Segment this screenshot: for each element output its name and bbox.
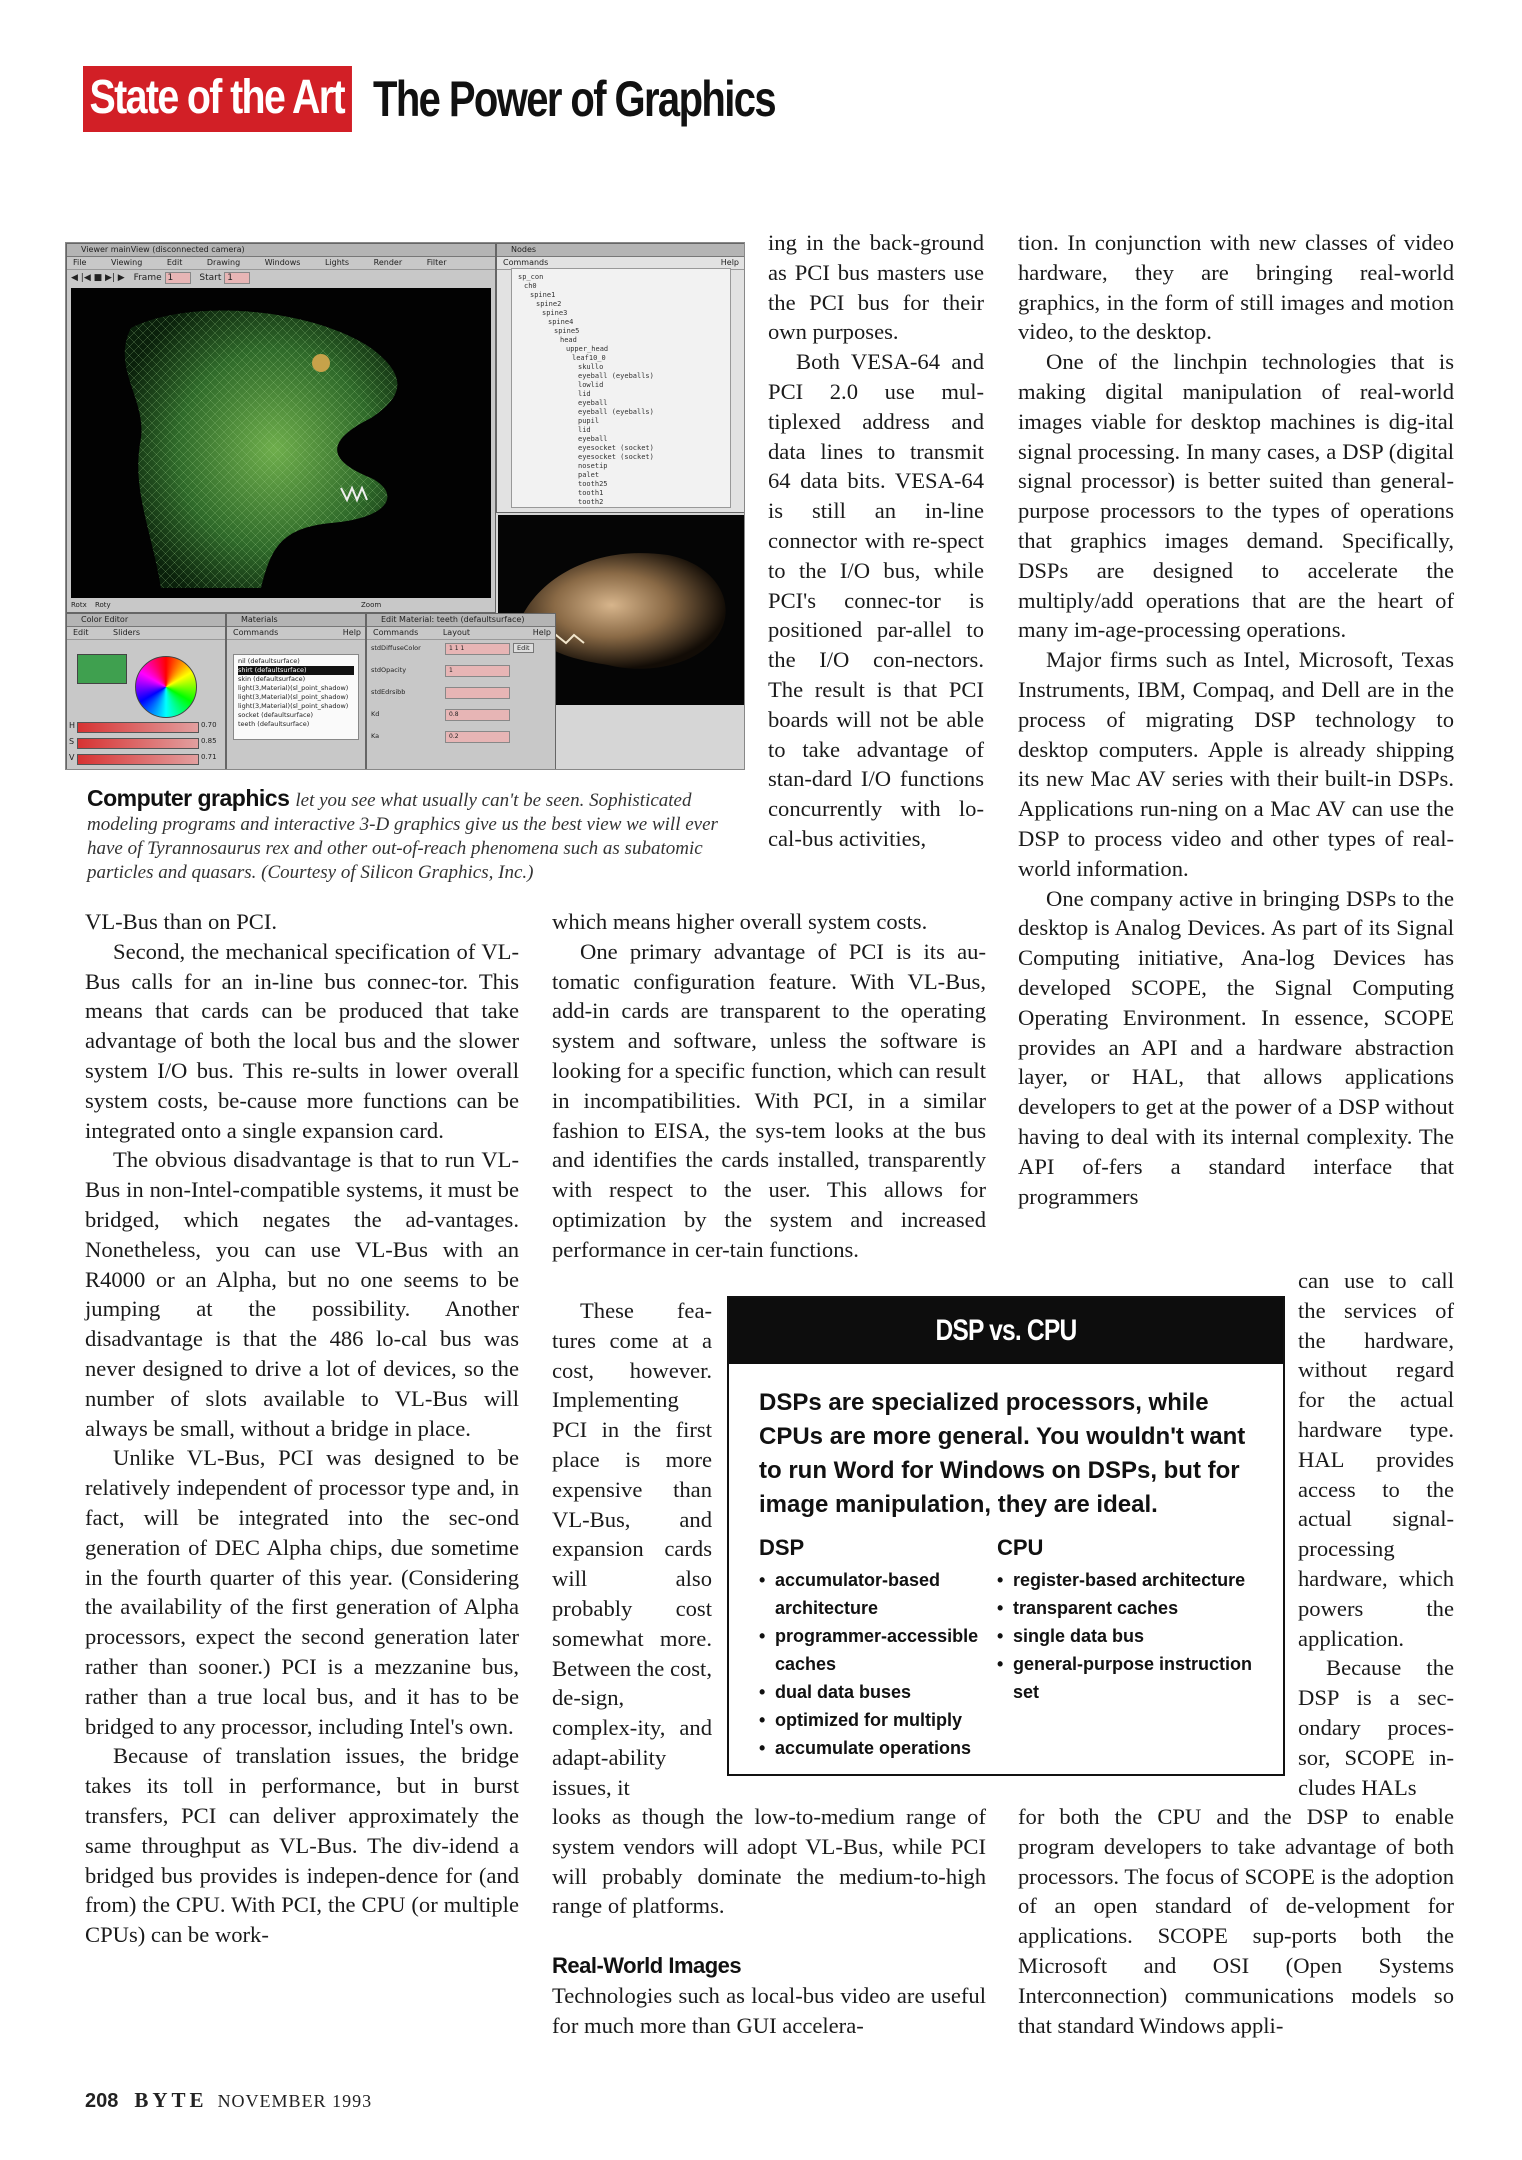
list-item: • single data bus <box>997 1622 1267 1650</box>
paragraph: Second, the mechanical specification of VL-Bus calls for an in-line bus connec-tor. This means that cards can be produced that take advantage of both the local bus and the slower system I/O bus. This re-sults in lower overall system costs, be-cause more functions can be integrated onto a single expansion card. <box>85 938 519 1143</box>
tree-node[interactable]: palet <box>578 471 600 479</box>
tree-node[interactable]: pupil <box>578 417 600 425</box>
cpu-list <box>997 1566 1267 1706</box>
menu-item[interactable]: Edit <box>166 258 183 267</box>
menu-item[interactable]: File <box>73 258 87 267</box>
s-slider[interactable] <box>77 738 199 749</box>
list-item: • programmer-accessible caches <box>759 1622 997 1678</box>
paragraph: These fea-tures come at a cost, however. Implementing PCI in the first place is more expensive than VL-Bus, and expansion cards will also probably cost somewhat more. Between the cost, de-sign, complex-ity, and adapt-ability issues, it <box>552 1298 712 1800</box>
column-middle <box>552 907 986 1265</box>
paragraph: can use to call the services of the hardware, without regard for the actual hardware type. HAL provides access to the actual signal-processing hardware, which powers the application. <box>1298 1268 1454 1651</box>
menu-item[interactable]: Sliders <box>113 628 141 637</box>
menu-item[interactable]: Help <box>342 628 361 637</box>
edit-button[interactable]: Edit <box>513 643 534 653</box>
field-label: stdDiffuseColor <box>371 644 421 652</box>
paragraph: looks as though the low-to-medium range of system vendors will adopt VL-Bus, while PCI will probably dominate the medium-to-high range of platforms. <box>552 1804 986 1919</box>
menu-item[interactable]: Commands <box>233 628 279 637</box>
paragraph: for both the CPU and the DSP to enable program developers to take advantage of both processors. The focus of SCOPE is the adoption of an open standard of de-velopment for applications. SCOPE sup-ports both the Microsoft and OSI (Open Systems Interconnection) communications models so that standard Windows appli- <box>1018 1804 1454 2038</box>
tree-node[interactable]: sp_con <box>518 273 544 281</box>
node-tree[interactable] <box>511 268 731 508</box>
tree-node[interactable]: upper_head <box>566 345 609 353</box>
menu-item[interactable]: Lights <box>324 258 350 267</box>
menu-item[interactable]: Commands <box>503 258 549 267</box>
menu-item[interactable]: Filter <box>426 258 447 267</box>
list-item[interactable]: light(3,Material)(sl_point_shadow) <box>238 702 349 710</box>
tree-node[interactable]: nosetip <box>578 462 608 470</box>
field-label: stdEdrsibb <box>371 688 406 696</box>
tree-node[interactable]: spine1 <box>530 291 556 299</box>
color-editor-titlebar: Color Editor <box>67 614 225 627</box>
tree-node[interactable]: lowlid <box>578 381 604 389</box>
column-right <box>1018 228 1454 1211</box>
zoom-label: Zoom <box>361 601 382 609</box>
field-row <box>371 732 379 740</box>
paragraph: One company active in bringing DSPs to the desktop is Analog Devices. As part of its Signal Computing initiative, Ana-log Devices has developed SCOPE, the Signal Computing Operating Environment. In essence, SCOPE provides an API and a hardware abstraction layer, or HAL, that allows applications developers to get at the power of a DSP without having to deal with its internal complexity. The API of-fers a standard interface that programmers <box>1018 885 1454 1209</box>
column-right-narrow <box>1298 1266 1454 1802</box>
viewer-menubar <box>67 257 495 270</box>
color-editor-menubar <box>67 627 225 640</box>
h-value[interactable]: 0.70 <box>201 721 217 729</box>
tree-node[interactable]: leaf10_0 <box>572 354 606 362</box>
v-label: V <box>69 753 75 762</box>
v-value[interactable]: 0.71 <box>201 753 217 761</box>
column-right-bottom <box>1018 1802 1454 2040</box>
list-item[interactable]: socket (defaultsurface) <box>238 711 314 719</box>
tree-node[interactable]: eyesocket (socket) <box>578 444 654 452</box>
menu-item[interactable]: Render <box>373 258 403 267</box>
section-banner <box>83 64 776 134</box>
page-title: The Power of Graphics <box>373 71 776 127</box>
paragraph: VL-Bus than on PCI. <box>85 909 278 934</box>
field-label: Ka <box>371 732 380 740</box>
list-item: • accumulate operations <box>759 1734 997 1762</box>
color-wheel[interactable] <box>135 656 197 718</box>
viewer-window <box>66 243 496 613</box>
issue-date: NOVEMBER 1993 <box>217 2091 373 2111</box>
list-item: • optimized for multiply <box>759 1706 997 1734</box>
page-footer <box>85 2088 372 2113</box>
field-label: stdOpacity <box>371 666 407 674</box>
menu-item[interactable]: Help <box>532 628 551 637</box>
tree-node[interactable]: head <box>560 336 577 344</box>
tree-node[interactable]: tooth25 <box>578 480 608 488</box>
paragraph: ing in the back-ground as PCI bus masters use the PCI bus for their own purposes. <box>768 230 984 345</box>
list-item[interactable]: light(3,Material)(sl_point_shadow) <box>238 693 349 701</box>
column-middle-narrow <box>552 1296 712 1803</box>
start-field[interactable]: 1 <box>224 272 250 284</box>
list-item: • accumulator-based architecture <box>759 1566 997 1622</box>
tree-node[interactable]: spine4 <box>548 318 574 326</box>
field-value[interactable]: 0.2 <box>445 731 510 743</box>
nodes-window <box>496 243 745 513</box>
menu-item[interactable]: Help <box>720 258 739 267</box>
list-item: • general-purpose instruction set <box>997 1650 1267 1706</box>
paragraph: The obvious disadvantage is that to run VL-Bus in non-Intel-compatible systems, it must be bridged, which negates the ad-vantages. Nonetheless, you can use VL-Bus with an R4000 or an Alpha, but no one seems to be jumping at the possibility. Another disadvantage is that the 486 lo-cal bus was never designed to drive a lot of devices, so the number of slots available to VL-Bus will always be small, without a bridge in place. <box>85 1147 519 1441</box>
frame-field[interactable]: 1 <box>165 272 191 284</box>
rotx-label: Rotx <box>71 601 87 609</box>
tree-node[interactable]: eyeball (eyeballs) <box>578 372 654 380</box>
column-middle-bottom <box>552 1802 986 2041</box>
s-value[interactable]: 0.85 <box>201 737 217 745</box>
color-editor-window <box>66 613 226 770</box>
paragraph: One of the linchpin technologies that is making digital manipulation of real-world images viable for desktop machines is dig-ital signal processing. In many cases, a DSP (digital signal processor) is better suited than general-purpose processors to the types of operations that graphics images demand. Specifically, DSPs are designed to accelerate the multiply/add operations that are the heart of many im-age-processing operations. <box>1018 349 1454 643</box>
materials-titlebar: Materials <box>227 614 365 627</box>
section-label: State of the Art <box>83 66 352 132</box>
tree-node[interactable]: spine2 <box>536 300 562 308</box>
materials-list[interactable] <box>233 654 359 740</box>
viewer-titlebar: Viewer mainView (disconnected camera) <box>67 244 495 257</box>
field-label: Kd <box>371 710 380 718</box>
menu-item[interactable]: Layout <box>442 628 471 637</box>
tree-node[interactable]: spine5 <box>554 327 580 335</box>
paragraph: which means higher overall system costs. <box>552 909 928 934</box>
h-label: H <box>69 721 76 730</box>
sidebar-title-bar <box>729 1298 1283 1364</box>
tree-node[interactable]: eyesocket (socket) <box>578 453 654 461</box>
menu-item[interactable]: Windows <box>264 258 301 267</box>
cpu-heading: CPU <box>997 1535 1044 1560</box>
list-item[interactable]: teeth (defaultsurface) <box>238 720 310 728</box>
field-row <box>371 688 405 696</box>
tree-node[interactable]: eyeball (eyeballs) <box>578 408 654 416</box>
column-left <box>85 907 519 1950</box>
menu-item[interactable]: Edit <box>73 628 89 637</box>
materials-menubar <box>227 627 365 640</box>
list-item: • dual data buses <box>759 1678 997 1706</box>
nodes-titlebar: Nodes <box>497 244 745 257</box>
sidebar-dsp-vs-cpu <box>727 1296 1285 1776</box>
paragraph: Because of translation issues, the bridge takes its toll in performance, but in burst transfers, PCI can deliver approximately the same throughput as VL-Bus. The div-idend a bridged bus provides is indepen-dence for (and from) the CPU. With PCI, the CPU (or multiple CPUs) can be work- <box>85 1743 519 1948</box>
edit-material-window <box>366 613 556 770</box>
field-value[interactable]: 0.8 <box>445 709 510 721</box>
list-item[interactable]: shirt (defaultsurface) <box>238 666 354 675</box>
playback-icons[interactable]: ◀ |◀ ■ ▶| ▶ <box>71 273 125 283</box>
dsp-heading: DSP <box>759 1535 805 1560</box>
field-row <box>371 666 406 674</box>
magazine-name: BYTE <box>134 2088 208 2112</box>
materials-window <box>226 613 366 770</box>
paragraph: tion. In conjunction with new classes of video hardware, they are bringing real-world graphics, in the form of still images and motion video, to the desktop. <box>1018 230 1454 345</box>
section-heading: Real-World Images <box>552 1953 742 1979</box>
tree-node[interactable]: ch0 <box>524 282 537 290</box>
tree-node[interactable]: lid <box>578 390 591 398</box>
tree-node[interactable]: skullo <box>578 363 604 371</box>
start-label: Start <box>199 273 222 283</box>
sidebar-title: DSP vs. CPU <box>935 1314 1077 1347</box>
node-tree-list <box>518 273 724 507</box>
dinosaur-wireframe-render <box>71 288 491 598</box>
viewer-footer <box>71 599 491 611</box>
tree-node[interactable]: lid <box>578 426 591 434</box>
figure-caption <box>87 786 757 885</box>
sidebar-deck: DSPs are specialized processors, while CPUs are more general. You wouldn't want to run Word for Windows on DSPs, but for image manipulation, they are ideal. <box>759 1389 1246 1518</box>
edit-material-menubar <box>367 627 555 640</box>
sidebar-comparison <box>759 1534 1269 1762</box>
field-value[interactable]: 1 <box>445 665 510 677</box>
paragraph: Because the DSP is a sec-ondary proces-sor, SCOPE in-cludes HALs <box>1298 1655 1454 1800</box>
tree-node[interactable]: tooth2 <box>578 498 604 506</box>
figure-screenshot <box>65 242 745 770</box>
cpu-column <box>997 1534 1267 1762</box>
menu-item[interactable]: Drawing <box>206 258 241 267</box>
v-slider[interactable] <box>77 754 199 765</box>
render-viewport[interactable] <box>71 288 491 598</box>
field-value[interactable] <box>445 687 510 699</box>
list-item: • register-based architecture <box>997 1566 1267 1594</box>
s-label: S <box>69 737 75 746</box>
dsp-column <box>759 1534 997 1762</box>
caption-text: let you see what usually can't be seen. Sophisticated modeling programs and interactive 3-D graphics give us the best view we will ever have of Tyrannosaurus rex and other out-of-reach phenomena such as subatomic particles and quasars. (Courtesy of Silicon Graphics, Inc.) <box>87 790 718 883</box>
paragraph: Unlike VL-Bus, PCI was designed to be relatively independent of processor type and, in fact, will be integrated into the sec-ond generation of DEC Alpha chips, due sometime in the fourth quarter of this year. (Considering the availability of the first generation of Alpha processors, expect the second generation later rather than sooner.) PCI is a mezzanine bus, rather than a true local bus, and it has to be bridged to any processor, including Intel's own. <box>85 1445 519 1739</box>
column-middle-top <box>768 228 984 854</box>
field-value[interactable]: 1 1 1 <box>445 643 510 655</box>
page-number: 208 <box>85 2090 119 2112</box>
swatches <box>77 654 127 684</box>
tree-node[interactable]: eyeball <box>578 435 608 443</box>
paragraph: Both VESA-64 and PCI 2.0 use mul-tiplexed address and data lines to transmit 64 data bits. VESA-64 is still an in-line connector with re-spect to the I/O bus, while PCI's connec-tor is positioned par-allel to the I/O con-nectors. The result is that PCI boards will not be able to take advantage of stan-dard I/O functions concurrently with lo-cal-bus activities, <box>768 349 984 851</box>
frame-label: Frame <box>133 273 162 283</box>
tree-node[interactable]: eyeball <box>578 399 608 407</box>
list-item[interactable]: skin (defaultsurface) <box>238 675 306 683</box>
list-item[interactable]: light(3,Material)(sl_point_shadow) <box>238 684 349 692</box>
list-item: • transparent caches <box>997 1594 1267 1622</box>
dsp-list <box>759 1566 997 1762</box>
list-item[interactable]: nil (defaultsurface) <box>238 657 300 665</box>
menu-item[interactable]: Commands <box>373 628 419 637</box>
tree-node[interactable]: tooth1 <box>578 489 604 497</box>
edit-material-titlebar: Edit Material: teeth (defaultsurface) <box>367 614 555 627</box>
tree-node[interactable]: spine3 <box>542 309 568 317</box>
field-row <box>371 644 421 652</box>
caption-lead: Computer graphics <box>87 785 290 811</box>
field-row <box>371 710 379 718</box>
paragraph: One primary advantage of PCI is its au-tomatic configuration feature. With VL-Bus, add-in cards are transparent to the operating system and software, unless the software is looking for a specific function, which can result in incompatibilities. With PCI, in a similar fashion to EISA, the sys-tem looks at the bus and identifies the cards installed, transparently with respect to the user. This allows for optimization by the system and increased performance in cer-tain functions. <box>552 938 986 1262</box>
paragraph: Technologies such as local-bus video are useful for much more than GUI accelera- <box>552 1982 986 2038</box>
playback-controls <box>71 271 250 285</box>
h-slider[interactable] <box>77 722 199 733</box>
roty-label: Roty <box>94 601 111 609</box>
menu-item[interactable]: Viewing <box>110 258 143 267</box>
paragraph: Major firms such as Intel, Microsoft, Texas Instruments, IBM, Compaq, and Dell are in the process of migrating DSP technology to desktop computers. Apple is already shipping its new Mac AV series with their built-in DSPs. Applications run-ning on a Mac AV can use the DSP to process video and other types of real-world information. <box>1018 647 1454 881</box>
